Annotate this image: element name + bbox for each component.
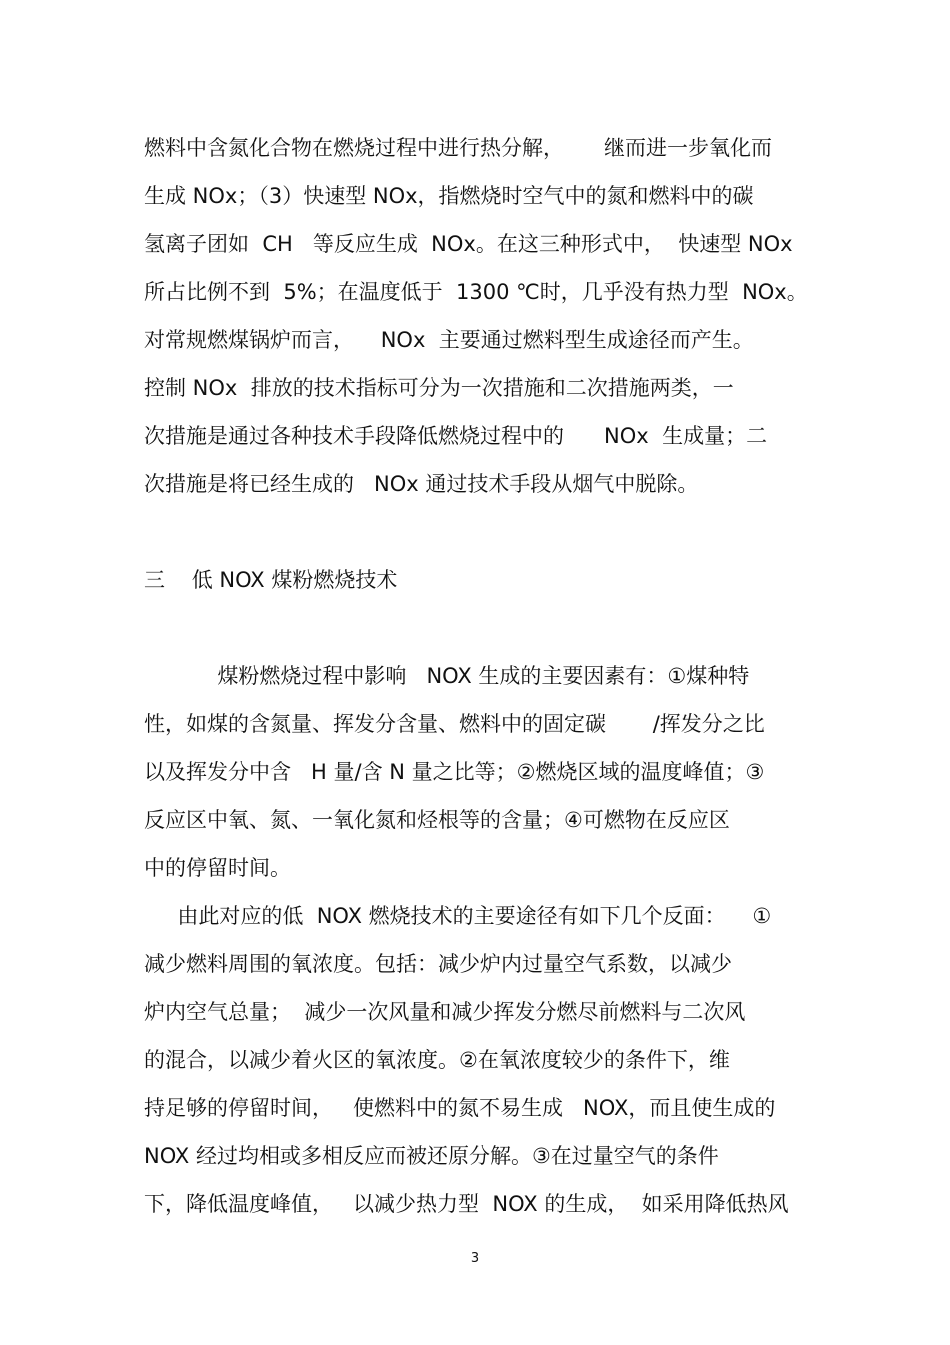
text-line-15: 由此对应的低 NOX 燃烧技术的主要途径有如下几个反面： ① (144, 904, 772, 928)
text-line-4: 所占比例不到 5%；在温度低于 1300 ℃时，几乎没有热力型 NOx。 (144, 280, 808, 304)
text-line-11: 性，如煤的含氮量、挥发分含量、燃料中的固定碳 /挥发分之比 (144, 712, 765, 736)
text-line-19: 持足够的停留时间， 使燃料中的氮不易生成 NOX，而且使生成的 (144, 1096, 776, 1120)
text-line-20: NOX 经过均相或多相反应而被还原分解。③在过量空气的条件 (144, 1144, 719, 1168)
text-line-14: 中的停留时间。 (144, 856, 291, 880)
text-line-16: 减少燃料周围的氧浓度。包括：减少炉内过量空气系数，以减少 (144, 952, 732, 976)
text-line-18: 的混合，以减少着火区的氧浓度。②在氧浓度较少的条件下，维 (144, 1048, 730, 1072)
text-line-7: 次措施是通过各种技术手段降低燃烧过程中的 NOx 生成量；二 (144, 424, 768, 448)
text-line-17: 炉内空气总量； 减少一次风量和减少挥发分燃尽前燃料与二次风 (144, 1000, 746, 1024)
text-line-1: 燃料中含氮化合物在燃烧过程中进行热分解， 继而进一步氧化而 (144, 136, 773, 160)
text-line-21: 下，降低温度峰值， 以减少热力型 NOX 的生成， 如采用降低热风 (144, 1192, 789, 1216)
text-line-13: 反应区中氧、氮、一氧化氮和烃根等的含量；④可燃物在反应区 (144, 808, 730, 832)
text-line-6: 控制 NOx 排放的技术指标可分为一次措施和二次措施两类，一 (144, 376, 734, 400)
text-line-3: 氢离子团如 CH 等反应生成 NOx。在这三种形式中， 快速型 NOx (144, 232, 793, 256)
page-number: 3 (470, 1251, 480, 1266)
text-line-8: 次措施是将已经生成的 NOx 通过技术手段从烟气中脱除。 (144, 472, 699, 496)
text-line-10: 煤粉燃烧过程中影响 NOX 生成的主要因素有：①煤种特 (144, 664, 750, 688)
text-line-5: 对常规燃煤锅炉而言， NOx 主要通过燃料型生成途径而产生。 (144, 328, 754, 352)
text-line-2: 生成 NOx；（3）快速型 NOx，指燃烧时空气中的氮和燃料中的碳 (144, 184, 754, 208)
section-heading: 三 低 NOX 煤粉燃烧技术 (144, 568, 398, 592)
text-line-12: 以及挥发分中含 H 量/含 N 量之比等；②燃烧区域的温度峰值；③ (144, 760, 765, 784)
